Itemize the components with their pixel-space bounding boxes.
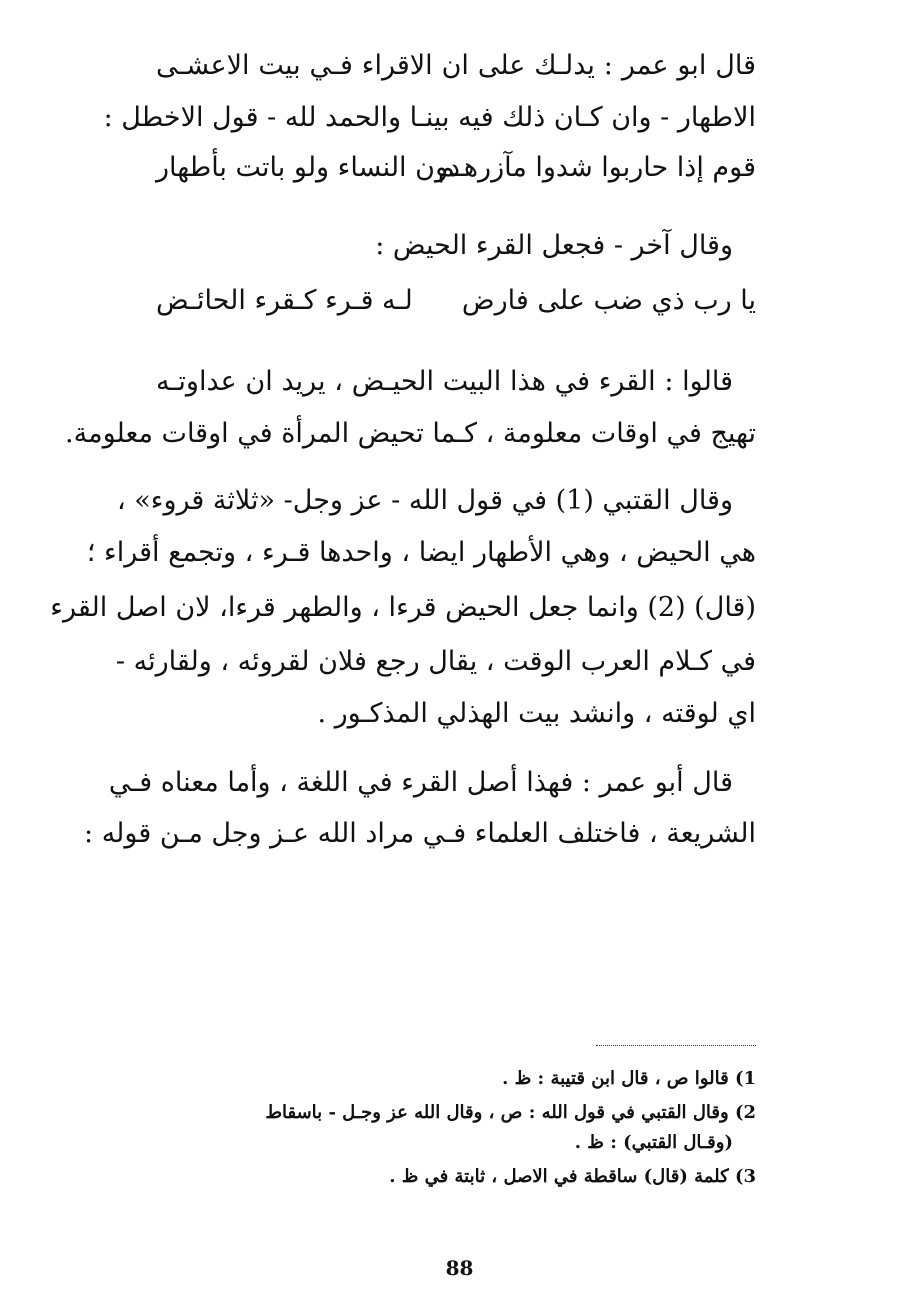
body-line: الشريعة ، فاختلف العلماء فـي مراد الله عـز وجل مـن قوله : [84, 818, 756, 849]
body-line: وقال القتبي (1) في قول الله - عز وجل- «ثلاثة قروء» ، [116, 485, 733, 516]
verse-second-hemistich: دون النساء ولو باتت بأطهار [156, 152, 461, 183]
body-line: قال أبو عمر : فهذا أصل القرء في اللغة ، وأما معناه فـي [108, 767, 733, 798]
footnote-3: 3) كلمة (قال) ساقطة في الاصل ، ثابتة في ظ . [389, 1166, 756, 1187]
verse-first-hemistich: يا رب ذي ضب على فارض [461, 285, 756, 316]
body-line: الاطهار - وان كـان ذلك فيه بينـا والحمد لله - قول الاخطل : [103, 102, 756, 133]
footnote-2: 2) وقال القتبي في قول الله : ص ، وقال الله عز وجـل - باسقاط [265, 1102, 756, 1123]
page-number: 88 [445, 1256, 474, 1280]
body-line: قالوا : القرء في هذا البيت الحيـض ، يريد ان عداوتـه [156, 366, 733, 397]
verse-second-hemistich: لـه قـرء كـقرء الحائـض [156, 285, 413, 316]
verse-line [156, 281, 756, 321]
body-line: اي لوقته ، وانشد بيت الهذلي المذكـور . [317, 698, 756, 729]
body-line: (قال) (2) وانما جعل الحيض قرءا ، والطهر قرءا، لان اصل القرء [50, 592, 756, 623]
footnote-separator [596, 1045, 756, 1046]
verse-line [156, 148, 756, 188]
body-line: قال ابو عمر : يدلـك على ان الاقراء فـي بيت الاعشـى [156, 50, 756, 81]
body-line: وقال آخر - فجعل القرء الحيض : [375, 230, 733, 261]
verse-first-hemistich: قوم إذا حاربوا شدوا مآزرهـم [437, 152, 756, 183]
footnote-2-continuation: (وقـال القتبي) : ظ . [574, 1132, 733, 1153]
footnote-1: 1) قالوا ص ، قال ابن قتيبة : ظ . [502, 1068, 756, 1089]
body-line: تهيج في اوقات معلومة ، كـما تحيض المرأة في اوقات معلومة. [65, 418, 756, 449]
body-line: في كـلام العرب الوقت ، يقال رجع فلان لقروئه ، ولقارئه - [115, 646, 756, 677]
body-line: هي الحيض ، وهي الأطهار ايضا ، واحدها قـرء ، وتجمع أقراء ؛ [86, 537, 756, 568]
